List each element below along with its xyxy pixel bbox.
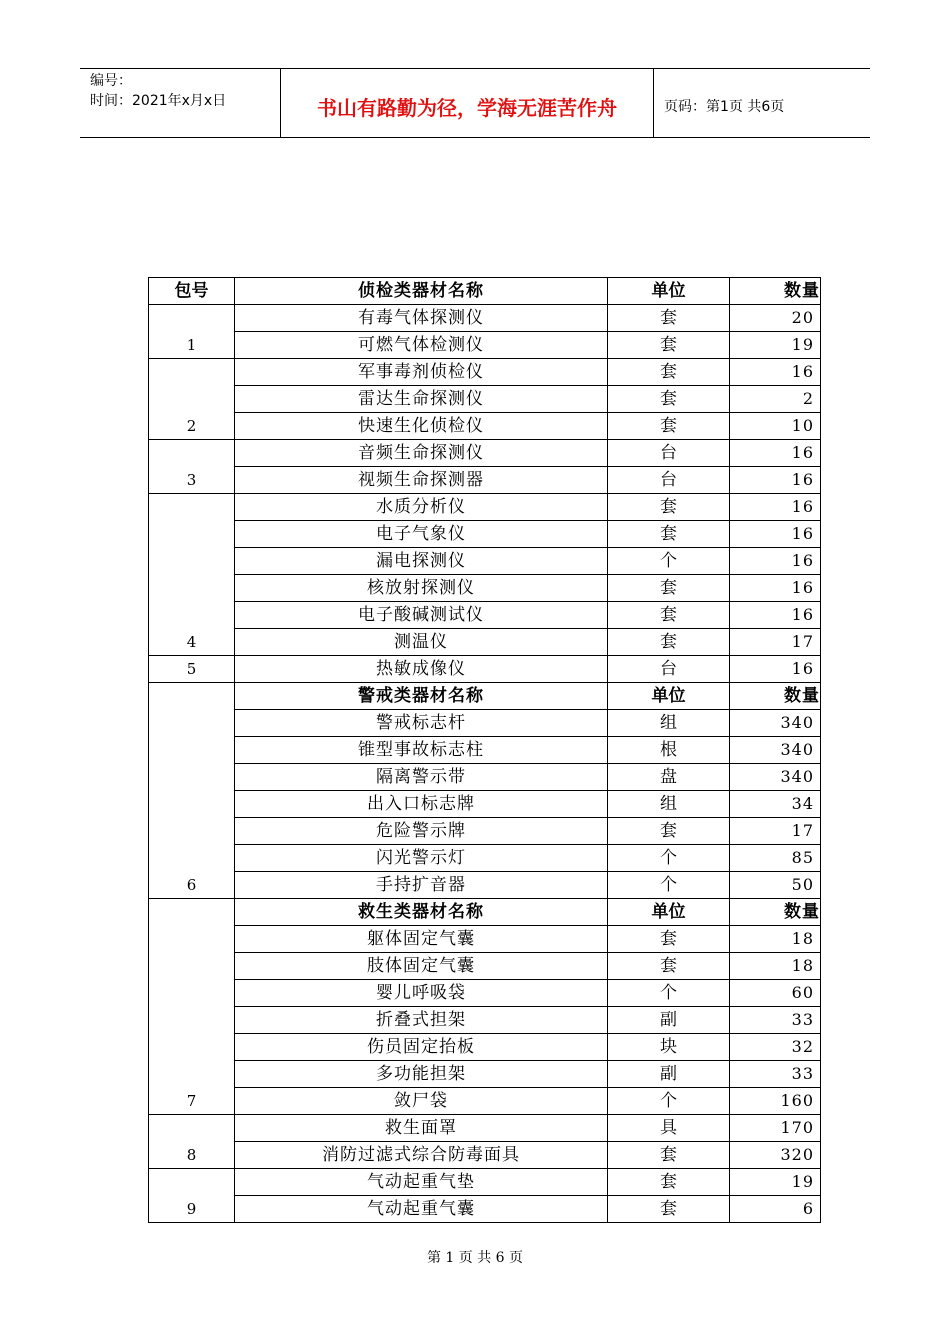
item-name: 躯体固定气囊 (235, 926, 608, 953)
table-row (149, 1196, 821, 1223)
table-row (149, 440, 821, 467)
table-header-row (149, 278, 821, 305)
item-name: 热敏成像仪 (235, 656, 608, 683)
section-header-row (149, 899, 821, 926)
table-row (149, 710, 821, 737)
item-unit: 套 (608, 386, 730, 413)
item-quantity: 16 (730, 440, 821, 467)
item-quantity: 10 (730, 413, 821, 440)
item-unit: 个 (608, 980, 730, 1007)
table-row (149, 1115, 821, 1142)
table-row (149, 359, 821, 386)
item-quantity: 320 (730, 1142, 821, 1169)
table-row (149, 980, 821, 1007)
pack-column-header: 包号 (149, 278, 235, 305)
header-motto: 书山有路勤为径，学海无涯苦作舟 (281, 69, 654, 137)
item-name: 手持扩音器 (235, 872, 608, 899)
table-row (149, 953, 821, 980)
item-name: 消防过滤式综合防毒面具 (235, 1142, 608, 1169)
header-meta (80, 69, 281, 137)
item-quantity: 160 (730, 1088, 821, 1115)
item-quantity: 17 (730, 818, 821, 845)
item-unit: 套 (608, 521, 730, 548)
header-page-info: 页码：第1页 共6页 (664, 99, 785, 115)
item-name: 救生面罩 (235, 1115, 608, 1142)
item-quantity: 16 (730, 359, 821, 386)
item-name: 音频生命探测仪 (235, 440, 608, 467)
item-quantity: 19 (730, 1169, 821, 1196)
document-number-label: 编号： (90, 73, 132, 89)
item-unit: 套 (608, 305, 730, 332)
table-row (149, 548, 821, 575)
pack-number: 7 (149, 899, 235, 1115)
item-name: 电子酸碱测试仪 (235, 602, 608, 629)
item-quantity: 34 (730, 791, 821, 818)
item-quantity: 170 (730, 1115, 821, 1142)
item-unit: 套 (608, 818, 730, 845)
item-name: 军事毒剂侦检仪 (235, 359, 608, 386)
section-name-header: 警戒类器材名称 (235, 683, 608, 710)
item-quantity: 16 (730, 656, 821, 683)
item-quantity: 340 (730, 764, 821, 791)
table-row (149, 575, 821, 602)
item-quantity: 17 (730, 629, 821, 656)
table-row (149, 845, 821, 872)
item-quantity: 16 (730, 521, 821, 548)
table-row (149, 602, 821, 629)
item-name: 警戒标志杆 (235, 710, 608, 737)
item-name: 敛尸袋 (235, 1088, 608, 1115)
item-unit: 具 (608, 1115, 730, 1142)
item-name: 漏电探测仪 (235, 548, 608, 575)
item-unit: 套 (608, 953, 730, 980)
item-unit: 个 (608, 845, 730, 872)
unit-column-header: 单位 (608, 278, 730, 305)
item-unit: 个 (608, 872, 730, 899)
pack-number: 2 (149, 359, 235, 440)
item-unit: 套 (608, 602, 730, 629)
item-quantity: 20 (730, 305, 821, 332)
table-row (149, 413, 821, 440)
pack-number: 8 (149, 1115, 235, 1169)
item-unit: 套 (608, 926, 730, 953)
table-row (149, 629, 821, 656)
item-unit: 套 (608, 332, 730, 359)
item-name: 隔离警示带 (235, 764, 608, 791)
item-name: 可燃气体检测仪 (235, 332, 608, 359)
item-name: 肢体固定气囊 (235, 953, 608, 980)
item-name: 核放射探测仪 (235, 575, 608, 602)
table-row (149, 872, 821, 899)
pack-number: 4 (149, 494, 235, 656)
item-quantity: 16 (730, 548, 821, 575)
qty-column-header: 数量 (730, 278, 821, 305)
item-quantity: 340 (730, 737, 821, 764)
item-unit: 套 (608, 629, 730, 656)
section-unit-header: 单位 (608, 683, 730, 710)
item-quantity: 16 (730, 602, 821, 629)
table-row (149, 1034, 821, 1061)
pack-number: 3 (149, 440, 235, 494)
name-column-header: 侦检类器材名称 (235, 278, 608, 305)
table-row (149, 1142, 821, 1169)
item-unit: 个 (608, 548, 730, 575)
pack-number: 1 (149, 305, 235, 359)
item-unit: 台 (608, 467, 730, 494)
item-quantity: 340 (730, 710, 821, 737)
item-quantity: 33 (730, 1061, 821, 1088)
item-unit: 台 (608, 440, 730, 467)
table-row (149, 1061, 821, 1088)
table-row (149, 332, 821, 359)
equipment-table (148, 277, 821, 1223)
item-unit: 副 (608, 1061, 730, 1088)
table-row (149, 926, 821, 953)
item-quantity: 60 (730, 980, 821, 1007)
table-row (149, 386, 821, 413)
item-unit: 套 (608, 1142, 730, 1169)
item-name: 视频生命探测器 (235, 467, 608, 494)
table-row (149, 1007, 821, 1034)
item-unit: 副 (608, 1007, 730, 1034)
item-quantity: 32 (730, 1034, 821, 1061)
item-unit: 套 (608, 1169, 730, 1196)
item-unit: 套 (608, 413, 730, 440)
section-qty-header: 数量 (730, 899, 821, 926)
table-row (149, 818, 821, 845)
item-unit: 组 (608, 710, 730, 737)
item-name: 气动起重气囊 (235, 1196, 608, 1223)
table-row (149, 467, 821, 494)
item-name: 电子气象仪 (235, 521, 608, 548)
item-unit: 块 (608, 1034, 730, 1061)
item-quantity: 16 (730, 494, 821, 521)
item-unit: 个 (608, 1088, 730, 1115)
table-row (149, 764, 821, 791)
section-unit-header: 单位 (608, 899, 730, 926)
item-quantity: 2 (730, 386, 821, 413)
item-quantity: 18 (730, 926, 821, 953)
item-unit: 台 (608, 656, 730, 683)
item-name: 闪光警示灯 (235, 845, 608, 872)
item-name: 出入口标志牌 (235, 791, 608, 818)
table-row (149, 791, 821, 818)
table-row (149, 1088, 821, 1115)
page-footer: 第 1 页 共 6 页 (426, 1250, 524, 1266)
page-header (80, 68, 870, 138)
item-unit: 套 (608, 359, 730, 386)
pack-number: 5 (149, 656, 235, 683)
equipment-table-wrapper (148, 277, 820, 1223)
document-time-label: 时间：2021年x月x日 (90, 93, 227, 109)
table-row (149, 521, 821, 548)
item-unit: 套 (608, 1196, 730, 1223)
item-name: 危险警示牌 (235, 818, 608, 845)
table-row (149, 305, 821, 332)
item-name: 快速生化侦检仪 (235, 413, 608, 440)
section-qty-header: 数量 (730, 683, 821, 710)
item-name: 婴儿呼吸袋 (235, 980, 608, 1007)
item-quantity: 16 (730, 575, 821, 602)
table-row (149, 494, 821, 521)
item-name: 气动起重气垫 (235, 1169, 608, 1196)
pack-number: 9 (149, 1169, 235, 1223)
section-header-row (149, 683, 821, 710)
item-unit: 根 (608, 737, 730, 764)
table-row (149, 656, 821, 683)
item-name: 雷达生命探测仪 (235, 386, 608, 413)
item-name: 伤员固定抬板 (235, 1034, 608, 1061)
item-quantity: 50 (730, 872, 821, 899)
item-quantity: 85 (730, 845, 821, 872)
item-name: 有毒气体探测仪 (235, 305, 608, 332)
section-name-header: 救生类器材名称 (235, 899, 608, 926)
table-row (149, 1169, 821, 1196)
item-name: 锥型事故标志柱 (235, 737, 608, 764)
item-unit: 组 (608, 791, 730, 818)
item-quantity: 18 (730, 953, 821, 980)
item-name: 折叠式担架 (235, 1007, 608, 1034)
item-name: 测温仪 (235, 629, 608, 656)
item-unit: 套 (608, 494, 730, 521)
item-name: 水质分析仪 (235, 494, 608, 521)
item-quantity: 33 (730, 1007, 821, 1034)
item-unit: 盘 (608, 764, 730, 791)
item-name: 多功能担架 (235, 1061, 608, 1088)
pack-number: 6 (149, 683, 235, 899)
item-quantity: 16 (730, 467, 821, 494)
item-unit: 套 (608, 575, 730, 602)
item-quantity: 19 (730, 332, 821, 359)
table-row (149, 737, 821, 764)
item-quantity: 6 (730, 1196, 821, 1223)
